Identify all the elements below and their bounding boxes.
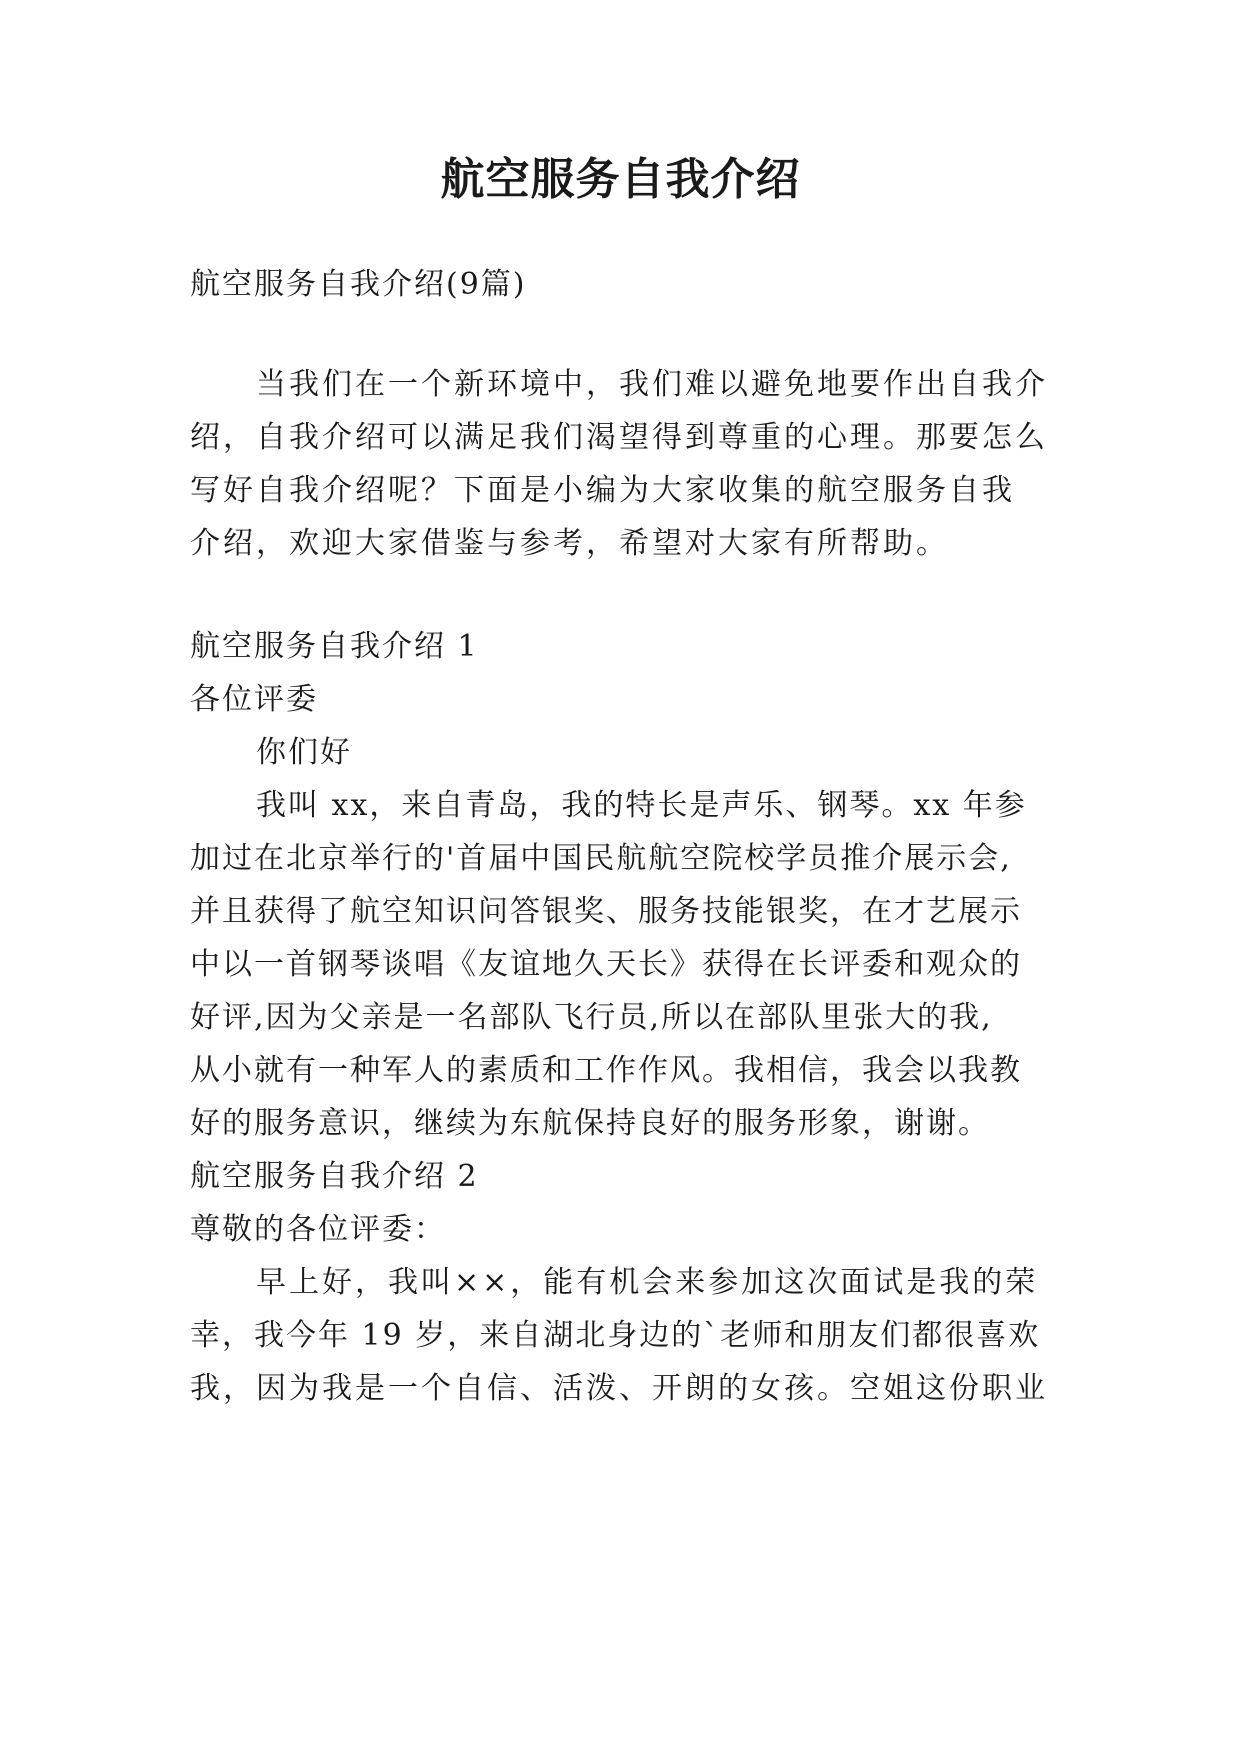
- intro-line-3: 写好自我介绍呢？下面是小编为大家收集的航空服务自我: [190, 473, 1015, 508]
- section2-line-2: 幸，我今年 19 岁，来自湖北身边的`老师和朋友们都很喜欢: [190, 1318, 1041, 1353]
- section2-heading: 航空服务自我介绍 2: [190, 1159, 479, 1194]
- section1-line-2: 加过在北京举行的'首届中国民航航空院校学员推介展示会,: [190, 841, 1012, 876]
- intro-line-1: 当我们在一个新环境中，我们难以避免地要作出自我介: [256, 367, 1048, 402]
- section1-salutation: 各位评委: [190, 682, 318, 717]
- section1-heading: 航空服务自我介绍 1: [190, 629, 479, 664]
- section1-greeting: 你们好: [256, 735, 352, 770]
- section1-line-6: 从小就有一种军人的素质和工作作风。我相信，我会以我教: [190, 1053, 1022, 1088]
- intro-line-2: 绍，自我介绍可以满足我们渴望得到尊重的心理。那要怎么: [190, 420, 1048, 455]
- section2-line-3: 我，因为我是一个自信、活泼、开朗的女孩。空姐这份职业: [190, 1371, 1048, 1406]
- section1-line-7: 好的服务意识，继续为东航保持良好的服务形象，谢谢。: [190, 1106, 990, 1141]
- section2-salutation: 尊敬的各位评委：: [190, 1212, 446, 1247]
- document-subtitle: 航空服务自我介绍(9篇): [190, 267, 527, 302]
- section1-line-1: 我叫 xx，来自青岛，我的特长是声乐、钢琴。xx 年参: [256, 788, 1027, 823]
- section2-line-1: 早上好，我叫××，能有机会来参加这次面试是我的荣: [256, 1265, 1039, 1300]
- section1-line-3: 并且获得了航空知识问答银奖、服务技能银奖，在才艺展示: [190, 894, 1022, 929]
- document-title: 航空服务自我介绍: [440, 154, 801, 205]
- section1-line-5: 好评,因为父亲是一名部队飞行员,所以在部队里张大的我,: [190, 1000, 993, 1035]
- intro-line-4: 介绍，欢迎大家借鉴与参考，希望对大家有所帮助。: [190, 526, 949, 561]
- section1-line-4: 中以一首钢琴谈唱《友谊地久天长》获得在长评委和观众的: [190, 947, 1022, 982]
